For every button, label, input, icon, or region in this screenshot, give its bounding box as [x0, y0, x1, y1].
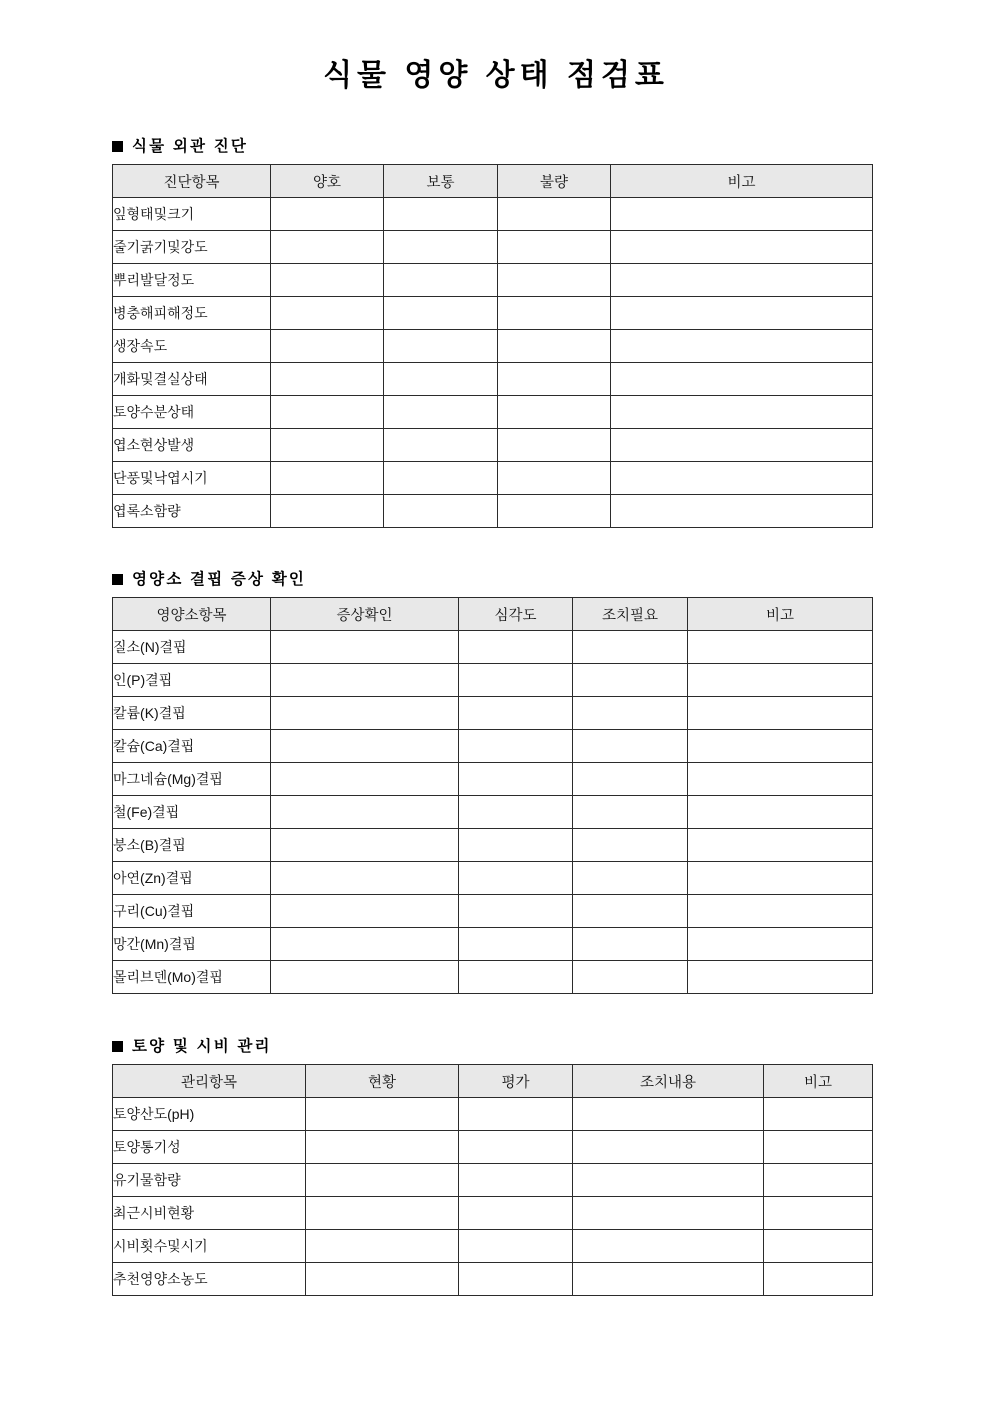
entry-cell-poor[interactable]	[498, 330, 611, 363]
row-label: 엽소현상발생	[113, 429, 271, 462]
entry-cell-average[interactable]	[384, 462, 498, 495]
entry-cell-severity[interactable]	[459, 664, 573, 697]
row-label: 병충해피해정도	[113, 297, 271, 330]
entry-cell-average[interactable]	[384, 330, 498, 363]
table-row	[113, 1263, 873, 1296]
entry-cell-action[interactable]	[573, 1197, 764, 1230]
table-header-row	[113, 1065, 873, 1098]
row-label: 뿌리발달정도	[113, 264, 271, 297]
entry-cell-action-needed[interactable]	[573, 928, 688, 961]
entry-cell-remarks[interactable]	[688, 697, 873, 730]
table-row	[113, 1098, 873, 1131]
table-row	[113, 396, 873, 429]
row-label: 몰리브덴(Mo)결핍	[113, 961, 271, 994]
table-row	[113, 796, 873, 829]
entry-cell-action[interactable]	[573, 1263, 764, 1296]
square-bullet-icon	[112, 1041, 123, 1052]
entry-cell-remarks[interactable]	[611, 231, 873, 264]
row-label: 유기물함량	[113, 1164, 306, 1197]
entry-cell-remarks[interactable]	[764, 1197, 873, 1230]
entry-cell-severity[interactable]	[459, 928, 573, 961]
entry-cell-poor[interactable]	[498, 396, 611, 429]
table-row	[113, 664, 873, 697]
table-header-row	[113, 598, 873, 631]
section-plant-appearance	[112, 138, 872, 528]
column-header: 영양소항목	[113, 598, 271, 631]
column-header: 진단항목	[113, 165, 271, 198]
table-row	[113, 264, 873, 297]
table-header-row	[113, 165, 873, 198]
column-header: 조치내용	[573, 1065, 764, 1098]
entry-cell-remarks[interactable]	[764, 1098, 873, 1131]
entry-cell-remarks[interactable]	[611, 264, 873, 297]
entry-cell-severity[interactable]	[459, 730, 573, 763]
table-row	[113, 895, 873, 928]
entry-cell-average[interactable]	[384, 231, 498, 264]
entry-cell-status[interactable]	[306, 1164, 459, 1197]
entry-cell-good[interactable]	[271, 363, 384, 396]
column-header: 평가	[459, 1065, 573, 1098]
column-header: 양호	[271, 165, 384, 198]
entry-cell-remarks[interactable]	[611, 330, 873, 363]
table-row	[113, 763, 873, 796]
entry-cell-action-needed[interactable]	[573, 631, 688, 664]
entry-cell-poor[interactable]	[498, 297, 611, 330]
entry-cell-action[interactable]	[573, 1098, 764, 1131]
table-plant-appearance	[112, 164, 873, 528]
entry-cell-remarks[interactable]	[688, 796, 873, 829]
table-row	[113, 829, 873, 862]
column-header: 보통	[384, 165, 498, 198]
entry-cell-action-needed[interactable]	[573, 763, 688, 796]
entry-cell-remarks[interactable]	[764, 1263, 873, 1296]
row-label: 최근시비현황	[113, 1197, 306, 1230]
entry-cell-symptom[interactable]	[271, 631, 459, 664]
table-row	[113, 631, 873, 664]
column-header: 증상확인	[271, 598, 459, 631]
table-nutrient-deficiency	[112, 597, 873, 994]
column-header: 비고	[764, 1065, 873, 1098]
entry-cell-action[interactable]	[573, 1164, 764, 1197]
row-label: 마그네슘(Mg)결핍	[113, 763, 271, 796]
entry-cell-severity[interactable]	[459, 796, 573, 829]
entry-cell-evaluation[interactable]	[459, 1197, 573, 1230]
column-header: 조치필요	[573, 598, 688, 631]
entry-cell-good[interactable]	[271, 198, 384, 231]
entry-cell-good[interactable]	[271, 264, 384, 297]
entry-cell-remarks[interactable]	[688, 895, 873, 928]
entry-cell-poor[interactable]	[498, 264, 611, 297]
entry-cell-remarks[interactable]	[688, 730, 873, 763]
square-bullet-icon	[112, 574, 123, 585]
entry-cell-average[interactable]	[384, 363, 498, 396]
row-label: 엽록소함량	[113, 495, 271, 528]
entry-cell-severity[interactable]	[459, 862, 573, 895]
row-label: 질소(N)결핍	[113, 631, 271, 664]
entry-cell-remarks[interactable]	[611, 363, 873, 396]
entry-cell-average[interactable]	[384, 198, 498, 231]
section-soil-fertilizer	[112, 1038, 872, 1296]
table-row	[113, 363, 873, 396]
row-label: 줄기굵기및강도	[113, 231, 271, 264]
entry-cell-remarks[interactable]	[688, 763, 873, 796]
entry-cell-severity[interactable]	[459, 697, 573, 730]
row-label: 칼륨(K)결핍	[113, 697, 271, 730]
table-row	[113, 495, 873, 528]
entry-cell-evaluation[interactable]	[459, 1230, 573, 1263]
entry-cell-status[interactable]	[306, 1263, 459, 1296]
column-header: 비고	[688, 598, 873, 631]
entry-cell-remarks[interactable]	[611, 429, 873, 462]
row-label: 철(Fe)결핍	[113, 796, 271, 829]
table-row	[113, 231, 873, 264]
table-row	[113, 1197, 873, 1230]
row-label: 잎형태및크기	[113, 198, 271, 231]
entry-cell-evaluation[interactable]	[459, 1131, 573, 1164]
table-row	[113, 862, 873, 895]
table-row	[113, 429, 873, 462]
row-label: 붕소(B)결핍	[113, 829, 271, 862]
entry-cell-poor[interactable]	[498, 495, 611, 528]
entry-cell-good[interactable]	[271, 462, 384, 495]
entry-cell-symptom[interactable]	[271, 862, 459, 895]
table-row	[113, 928, 873, 961]
row-label: 토양수분상태	[113, 396, 271, 429]
entry-cell-remarks[interactable]	[688, 664, 873, 697]
entry-cell-symptom[interactable]	[271, 730, 459, 763]
column-header: 불량	[498, 165, 611, 198]
entry-cell-symptom[interactable]	[271, 664, 459, 697]
entry-cell-severity[interactable]	[459, 631, 573, 664]
row-label: 칼슘(Ca)결핍	[113, 730, 271, 763]
page-title: 식물 영양 상태 점검표	[323, 59, 669, 92]
entry-cell-good[interactable]	[271, 495, 384, 528]
entry-cell-severity[interactable]	[459, 829, 573, 862]
entry-cell-poor[interactable]	[498, 231, 611, 264]
entry-cell-status[interactable]	[306, 1230, 459, 1263]
entry-cell-remarks[interactable]	[611, 462, 873, 495]
entry-cell-action-needed[interactable]	[573, 664, 688, 697]
entry-cell-remarks[interactable]	[688, 829, 873, 862]
entry-cell-action-needed[interactable]	[573, 862, 688, 895]
entry-cell-good[interactable]	[271, 396, 384, 429]
row-label: 구리(Cu)결핍	[113, 895, 271, 928]
entry-cell-severity[interactable]	[459, 961, 573, 994]
entry-cell-remarks[interactable]	[688, 961, 873, 994]
entry-cell-severity[interactable]	[459, 763, 573, 796]
table-row	[113, 462, 873, 495]
entry-cell-poor[interactable]	[498, 198, 611, 231]
entry-cell-poor[interactable]	[498, 462, 611, 495]
entry-cell-status[interactable]	[306, 1197, 459, 1230]
table-row	[113, 697, 873, 730]
entry-cell-action-needed[interactable]	[573, 730, 688, 763]
row-label: 망간(Mn)결핍	[113, 928, 271, 961]
entry-cell-average[interactable]	[384, 264, 498, 297]
entry-cell-symptom[interactable]	[271, 796, 459, 829]
entry-cell-remarks[interactable]	[688, 862, 873, 895]
entry-cell-remarks[interactable]	[688, 928, 873, 961]
row-label: 개화및결실상태	[113, 363, 271, 396]
entry-cell-status[interactable]	[306, 1098, 459, 1131]
table-row	[113, 961, 873, 994]
column-header: 관리항목	[113, 1065, 306, 1098]
table-row	[113, 730, 873, 763]
entry-cell-severity[interactable]	[459, 895, 573, 928]
entry-cell-action-needed[interactable]	[573, 829, 688, 862]
entry-cell-evaluation[interactable]	[459, 1164, 573, 1197]
table-row	[113, 297, 873, 330]
entry-cell-remarks[interactable]	[764, 1230, 873, 1263]
section-nutrient-deficiency	[112, 571, 872, 994]
entry-cell-remarks[interactable]	[688, 631, 873, 664]
column-header: 심각도	[459, 598, 573, 631]
table-row	[113, 1131, 873, 1164]
entry-cell-average[interactable]	[384, 495, 498, 528]
entry-cell-remarks[interactable]	[611, 495, 873, 528]
entry-cell-good[interactable]	[271, 231, 384, 264]
column-header: 현황	[306, 1065, 459, 1098]
table-row	[113, 1230, 873, 1263]
entry-cell-good[interactable]	[271, 330, 384, 363]
entry-cell-action-needed[interactable]	[573, 697, 688, 730]
row-label: 생장속도	[113, 330, 271, 363]
entry-cell-action-needed[interactable]	[573, 961, 688, 994]
entry-cell-symptom[interactable]	[271, 928, 459, 961]
entry-cell-poor[interactable]	[498, 429, 611, 462]
entry-cell-symptom[interactable]	[271, 763, 459, 796]
section-heading-2	[112, 571, 872, 588]
table-row	[113, 1164, 873, 1197]
section-heading-2-label: 영양소 결핍 증상 확인	[132, 571, 307, 589]
entry-cell-remarks[interactable]	[611, 297, 873, 330]
table-row	[113, 198, 873, 231]
entry-cell-action-needed[interactable]	[573, 895, 688, 928]
entry-cell-remarks[interactable]	[764, 1131, 873, 1164]
row-label: 토양통기성	[113, 1131, 306, 1164]
row-label: 시비횟수및시기	[113, 1230, 306, 1263]
entry-cell-symptom[interactable]	[271, 829, 459, 862]
entry-cell-remarks[interactable]	[611, 396, 873, 429]
section-heading-3	[112, 1038, 872, 1055]
entry-cell-evaluation[interactable]	[459, 1263, 573, 1296]
entry-cell-remarks[interactable]	[764, 1164, 873, 1197]
entry-cell-average[interactable]	[384, 396, 498, 429]
entry-cell-action-needed[interactable]	[573, 796, 688, 829]
entry-cell-average[interactable]	[384, 297, 498, 330]
entry-cell-symptom[interactable]	[271, 697, 459, 730]
section-heading-1-label: 식물 외관 진단	[132, 138, 249, 155]
column-header: 비고	[611, 165, 873, 198]
row-label: 아연(Zn)결핍	[113, 862, 271, 895]
entry-cell-remarks[interactable]	[611, 198, 873, 231]
entry-cell-good[interactable]	[271, 429, 384, 462]
entry-cell-poor[interactable]	[498, 363, 611, 396]
section-heading-3-label: 토양 및 시비 관리	[132, 1038, 272, 1056]
entry-cell-symptom[interactable]	[271, 961, 459, 994]
row-label: 단풍및낙엽시기	[113, 462, 271, 495]
section-heading-1	[112, 138, 872, 155]
entry-cell-symptom[interactable]	[271, 895, 459, 928]
square-bullet-icon	[112, 141, 123, 152]
row-label: 인(P)결핍	[113, 664, 271, 697]
entry-cell-action[interactable]	[573, 1230, 764, 1263]
entry-cell-average[interactable]	[384, 429, 498, 462]
table-soil-fertilizer	[112, 1064, 873, 1296]
table-row	[113, 330, 873, 363]
row-label: 추천영양소농도	[113, 1263, 306, 1296]
entry-cell-evaluation[interactable]	[459, 1098, 573, 1131]
row-label: 토양산도(pH)	[113, 1098, 306, 1131]
entry-cell-status[interactable]	[306, 1131, 459, 1164]
entry-cell-good[interactable]	[271, 297, 384, 330]
entry-cell-action[interactable]	[573, 1131, 764, 1164]
